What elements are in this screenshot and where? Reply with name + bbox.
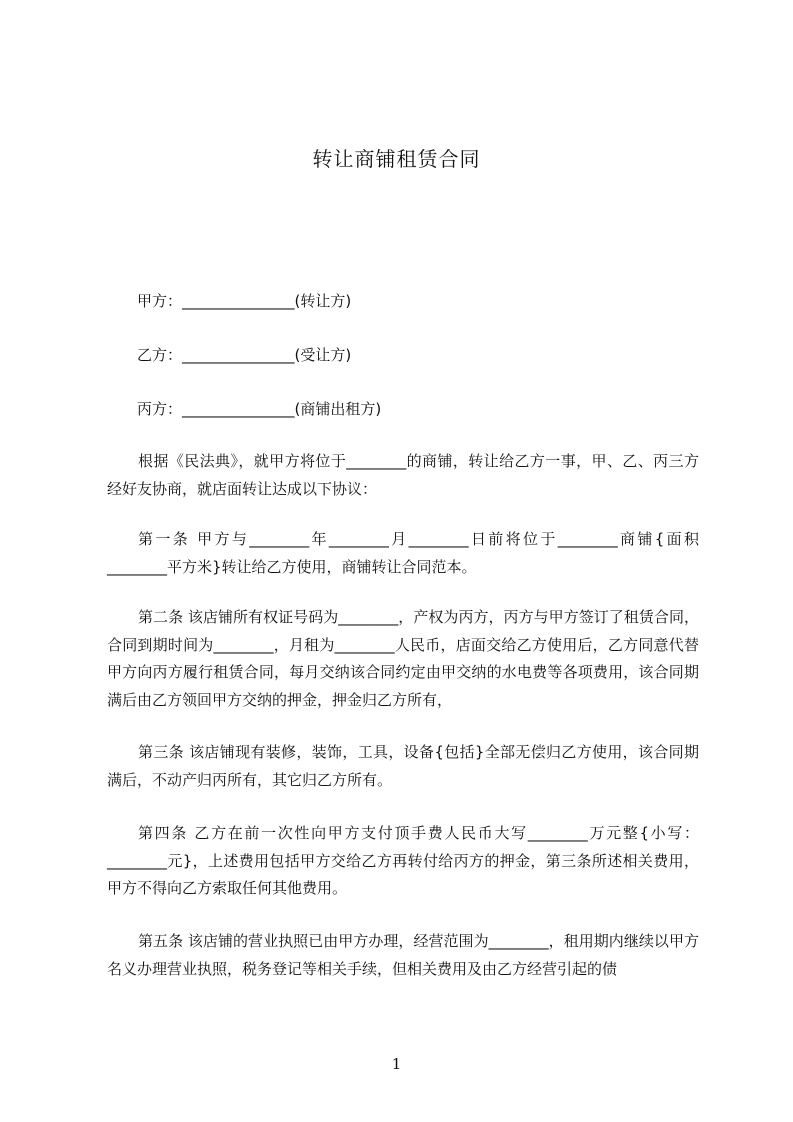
document-title: 转让商铺租赁合同 [312, 147, 481, 171]
page-number: 1 [391, 1055, 402, 1073]
article-3-paragraph: 第三条 该店铺现有装修，装饰，工具，设备{包括}全部无偿归乙方使用，该合同期满后，不动产归丙所有，其它归乙方所有。 [107, 743, 699, 789]
party-a-line: 甲方：_______________(转让方) [137, 292, 352, 310]
article-5-paragraph: 第五条 该店铺的营业执照已由甲方办理，经营范围为________，租用期内继续以甲方名义办理营业执照，税务登记等相关手续，但相关费用及由乙方经营引起的债 [107, 932, 699, 978]
article-4-paragraph: 第四条 乙方在前一次性向甲方支付顶手费人民币大写________万元整{小写：________元}，上述费用包括甲方交给乙方再转付给丙方的押金，第三条所述相关费用，甲方不得向乙方索取任何其他费用。 [107, 824, 699, 897]
preamble-paragraph: 根据《民法典》，就甲方将位于________的商铺，转让给乙方一事，甲、乙、丙三方经好友协商，就店面转让达成以下协议： [107, 452, 699, 498]
article-2-paragraph: 第二条 该店铺所有权证号码为________，产权为丙方，丙方与甲方签订了租赁合同，合同到期时间为________，月租为________人民币，店面交给乙方使用后，乙方同意代替甲方向丙方履行租赁合同，每月交纳该合同约定由甲交纳的水电费等各项费用，该合同期满后由乙方领回甲方交纳的押金，押金归乙方所有， [107, 608, 699, 709]
article-1-paragraph: 第一条 甲方与________年________月________日前将位于________商铺{面积________平方米}转让给乙方使用，商铺转让合同范本。 [107, 530, 699, 576]
party-c-line: 丙方：_______________(商铺出租方) [137, 400, 382, 418]
party-b-line: 乙方：_______________(受让方) [137, 346, 352, 364]
